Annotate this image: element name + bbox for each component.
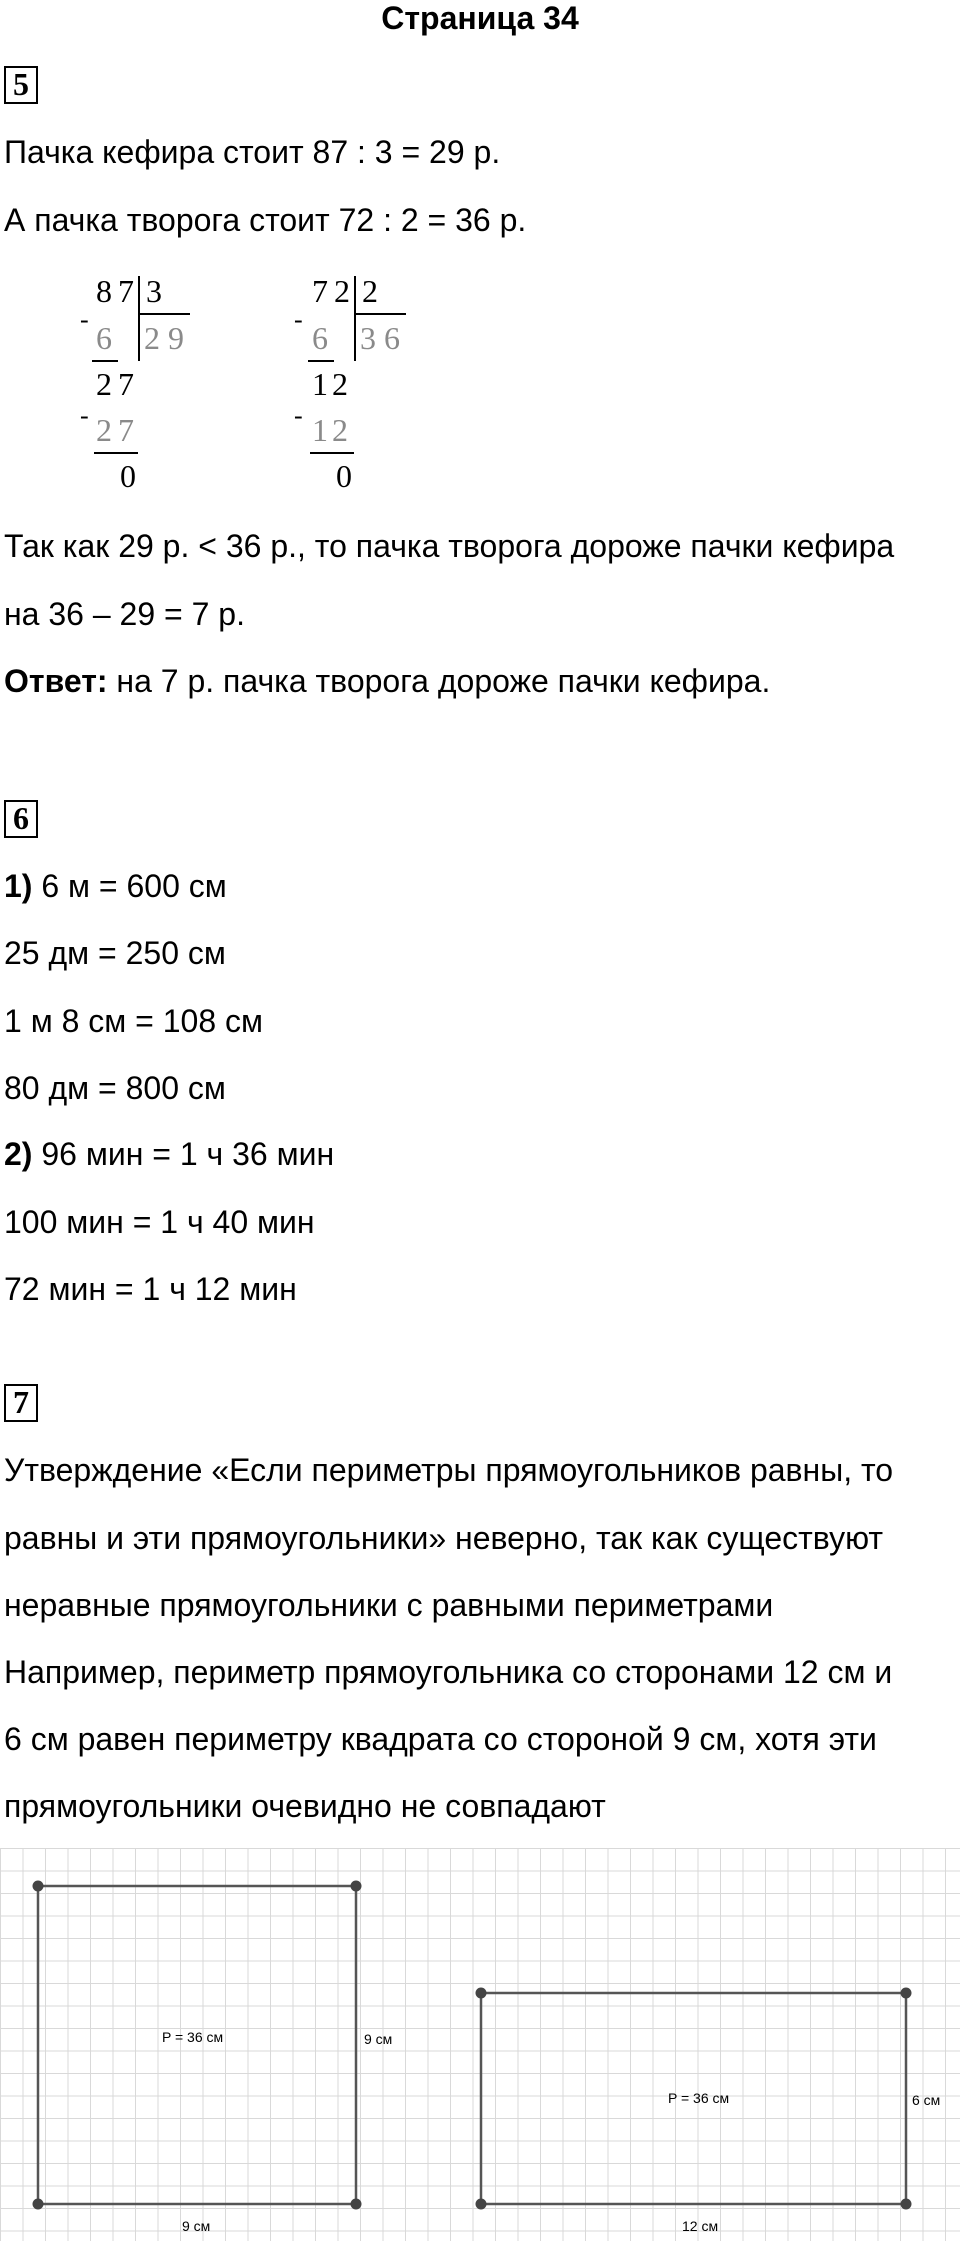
task6-line6: 100 мин = 1 ч 40 мин: [4, 1204, 315, 1240]
quotient-digit: 3: [360, 320, 376, 356]
conversion-text: 6 м = 600 см: [32, 868, 227, 904]
quotient-digit: 9: [168, 320, 184, 356]
division-result: 0: [120, 458, 136, 494]
quotient-digit: 2: [144, 320, 160, 356]
division-bracket-vertical: [354, 276, 356, 361]
task6-line7: 72 мин = 1 ч 12 мин: [4, 1271, 297, 1307]
vertex-point: [351, 1881, 362, 1892]
task6-line2: 25 дм = 250 см: [4, 935, 226, 971]
task-number-7: 7: [4, 1384, 38, 1422]
minus-sign: -: [80, 401, 89, 430]
division-bracket-vertical: [138, 276, 140, 361]
divisor: 2: [362, 273, 378, 309]
rectangle-bottom-label: 12 см: [682, 2218, 719, 2234]
task5-line3: Так как 29 р. < 36 р., то пачка творога дороже пачки кефира: [4, 528, 895, 564]
square-shape: [38, 1886, 356, 2204]
subtrahend-digit: 2: [96, 412, 112, 448]
quotient-digit: 6: [384, 320, 400, 356]
minus-sign: -: [294, 401, 303, 430]
subtrahend: 6: [312, 320, 328, 356]
square-side-label: 9 см: [364, 2031, 393, 2047]
subtrahend-digit: 7: [118, 412, 134, 448]
task6-line4: 80 дм = 800 см: [4, 1070, 226, 1106]
remainder-digit: 1: [312, 366, 328, 402]
part-label: 2): [4, 1136, 33, 1172]
vertex-point: [33, 1881, 44, 1892]
subtraction-line: [308, 360, 334, 362]
dividend-digit: 8: [96, 273, 112, 309]
rectangle-perimeter-label: P = 36 см: [668, 2090, 730, 2106]
square-bottom-label: 9 см: [182, 2218, 211, 2234]
remainder-digit: 2: [332, 366, 348, 402]
division-bracket-horizontal: [138, 313, 190, 315]
task7-line: Например, периметр прямоугольника со сторонами 12 см и: [4, 1654, 893, 1690]
task6-line1: [4, 866, 227, 906]
division-bracket-horizontal: [354, 313, 406, 315]
vertex-point: [33, 2199, 44, 2210]
task5-line2: А пачка творога стоит 72 : 2 = 36 р.: [4, 202, 527, 238]
task5-answer: [4, 661, 770, 701]
remainder-digit: 2: [96, 366, 112, 402]
task7-line: равны и эти прямоугольники» неверно, так как существуют: [4, 1520, 884, 1556]
task-number-5: 5: [4, 66, 38, 104]
subtrahend-digit: 2: [332, 412, 348, 448]
page-title: Страница 34: [381, 0, 579, 36]
subtraction-line: [94, 452, 138, 454]
vertex-point: [901, 1988, 912, 1999]
task5-line4: на 36 – 29 = 7 р.: [4, 596, 245, 632]
minus-sign: -: [80, 305, 89, 334]
conversion-text: 96 мин = 1 ч 36 мин: [32, 1136, 335, 1172]
task7-line: 6 см равен периметру квадрата со стороной 9 см, хотя эти: [4, 1721, 877, 1757]
rectangle-side-label: 6 см: [912, 2092, 941, 2108]
task6-line5: [4, 1134, 334, 1174]
dividend-digit: 2: [334, 273, 350, 309]
square-perimeter-label: P = 36 см: [162, 2029, 224, 2045]
minus-sign: -: [294, 305, 303, 334]
task7-line: прямоугольники очевидно не совпадают: [4, 1788, 606, 1824]
task-number-6: 6: [4, 800, 38, 838]
subtrahend: 6: [96, 320, 112, 356]
task7-line: Утверждение «Если периметры прямоугольников равны, то: [4, 1452, 894, 1488]
task5-line1: Пачка кефира стоит 87 : 3 = 29 р.: [4, 134, 501, 170]
answer-label: Ответ:: [4, 663, 108, 699]
divisor: 3: [146, 273, 162, 309]
rectangles-drawing: [0, 1848, 960, 2241]
part-label: 1): [4, 868, 33, 904]
task7-line: неравные прямоугольники с равными периметрами: [4, 1587, 774, 1623]
subtrahend-digit: 1: [312, 412, 328, 448]
vertex-point: [476, 2199, 487, 2210]
subtraction-line: [92, 360, 118, 362]
remainder-digit: 7: [118, 366, 134, 402]
grid-figure: [0, 1848, 960, 2241]
vertex-point: [901, 2199, 912, 2210]
task6-line3: 1 м 8 см = 108 см: [4, 1003, 264, 1039]
vertex-point: [476, 1988, 487, 1999]
vertex-point: [351, 2199, 362, 2210]
division-result: 0: [336, 458, 352, 494]
subtraction-line: [310, 452, 354, 454]
answer-text: на 7 р. пачка творога дороже пачки кефира.: [107, 663, 771, 699]
dividend-digit: 7: [312, 273, 328, 309]
dividend-digit: 7: [118, 273, 134, 309]
